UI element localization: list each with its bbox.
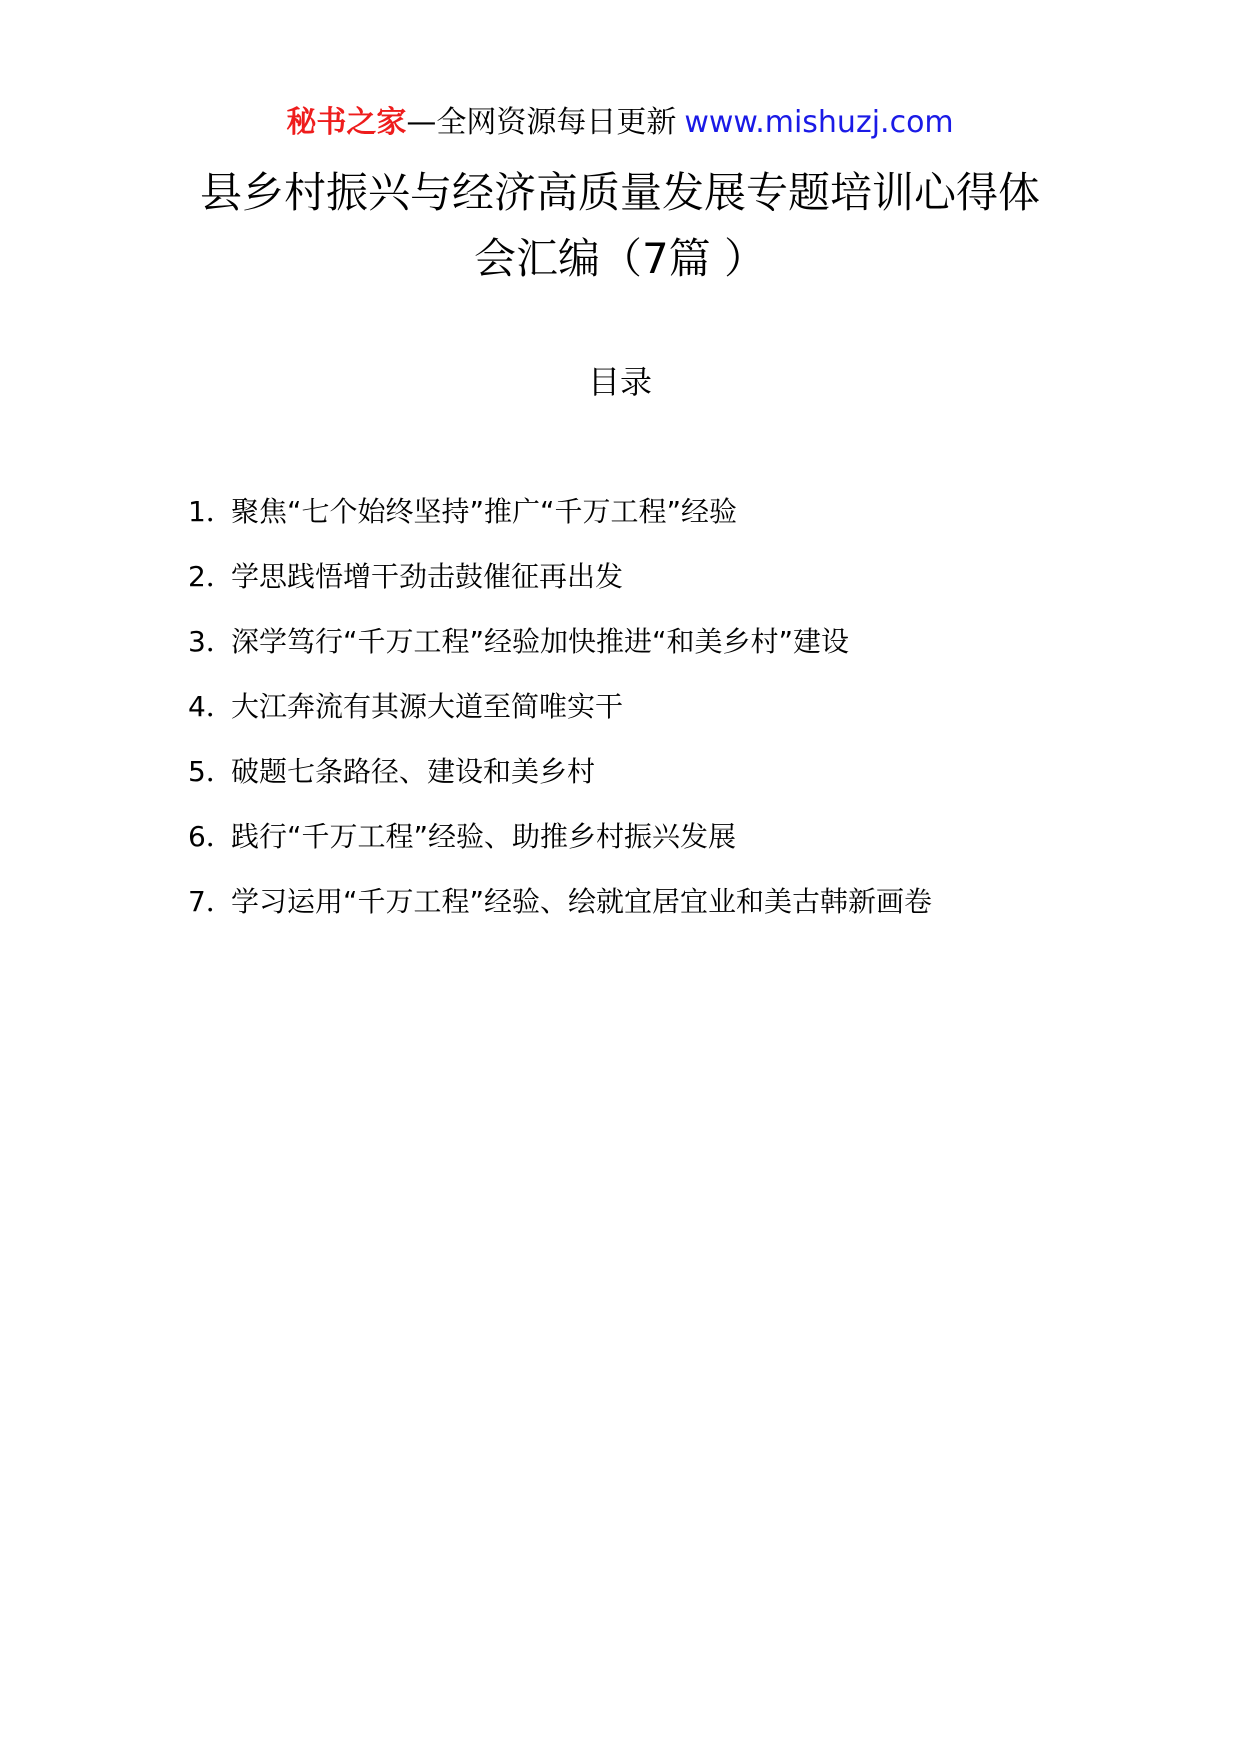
toc-item-text: 学习运用“千万工程”经验、绘就宜居宜业和美古韩新画卷 — [231, 885, 933, 918]
toc-item-number: 5． — [188, 755, 234, 788]
toc-item-text: 聚焦“七个始终坚持”推广“千万工程”经验 — [231, 495, 738, 528]
toc-item-number: 4． — [188, 690, 234, 723]
toc-item-text: 破题七条路径、建设和美乡村 — [231, 755, 596, 788]
toc-item-text: 学思践悟增干劲击鼓催征再出发 — [231, 560, 624, 593]
toc-item-number: 1． — [188, 495, 234, 528]
toc-item-text: 深学笃行“千万工程”经验加快推进“和美乡村”建设 — [231, 625, 850, 658]
site-header — [0, 100, 1240, 146]
site-url-link[interactable]: www.mishuzj.com — [684, 105, 954, 140]
document-title-line-2: 会汇编（7篇 ） — [473, 234, 767, 283]
toc-list — [188, 490, 1108, 945]
toc-item — [188, 620, 1108, 685]
toc-item-number: 2． — [188, 560, 234, 593]
site-name: 秘书之家 — [286, 105, 407, 140]
toc-heading: 目录 — [587, 363, 652, 401]
toc-item — [188, 555, 1108, 620]
toc-item-text: 大江奔流有其源大道至简唯实干 — [231, 690, 624, 723]
toc-item — [188, 750, 1108, 815]
toc-item-text: 践行“千万工程”经验、助推乡村振兴发展 — [231, 820, 737, 853]
toc-item — [188, 685, 1108, 750]
toc-item — [188, 490, 1108, 555]
toc-item — [188, 880, 1108, 945]
document-title-line-1: 县乡村振兴与经济高质量发展专题培训心得体 — [199, 168, 1040, 217]
toc-item — [188, 815, 1108, 880]
document-title — [120, 160, 1120, 292]
toc-item-number: 7． — [188, 885, 234, 918]
toc-item-number: 3． — [188, 625, 234, 658]
toc-item-number: 6． — [188, 820, 234, 853]
site-slogan: —全网资源每日更新 — [406, 105, 677, 140]
